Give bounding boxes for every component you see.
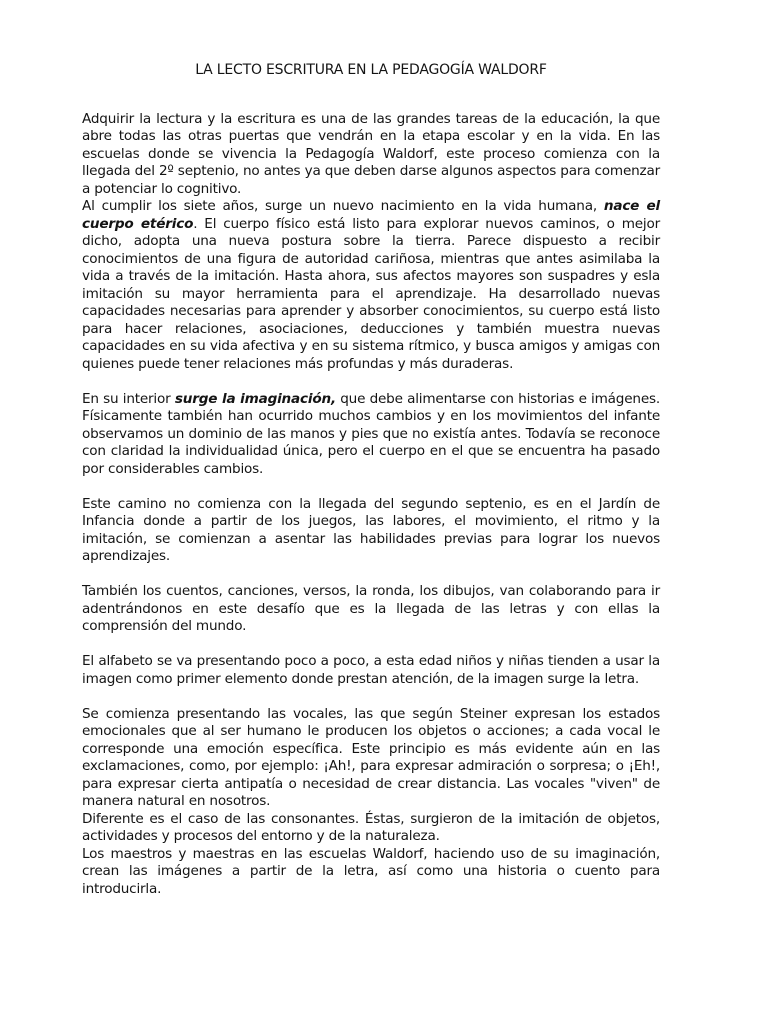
paragraph-text: . El cuerpo físico está listo para explorar nuevos caminos, o mejor dicho, adopta una nueva postura sobre la tierra. Parece dispuesto a recibir conocimientos de una figura de autoridad cariñosa, mientras que antes asimilaba la vida a través de la imitación. Hasta ahora, sus afectos mayores son suspadres y esla imitación su mayor herramienta para el aprendizaje. Ha desarrollado nuevas capacidades necesarias para aprender y absorber conocimientos, su cuerpo está listo para hacer relaciones, asociaciones, deducciones y también muestra nuevas capacidades en su vida afectiva y en su sistema rítmico, y busca amigos y amigas con quienes puede tener relaciones más profundas y más duraderas. — [82, 215, 660, 372]
paragraph-text: que debe alimentarse con historias e imágenes. Físicamente también han ocurrido muchos cambios y en los movimientos del infante observamos un dominio de las manos y pies que no existía antes. Todavía se reconoce con claridad la individualidad única, pero el cuerpo en el que se encuentra ha pasado por considerables cambios. — [82, 390, 660, 477]
paragraph-gap — [82, 373, 660, 391]
paragraph-text: En su interior — [82, 390, 175, 407]
paragraph-gap — [82, 566, 660, 584]
document-title: LA LECTO ESCRITURA EN LA PEDAGOGÍA WALDORF — [195, 62, 547, 78]
document-page — [82, 62, 660, 898]
emphasis-text: nace el cuerpo etérico — [82, 198, 660, 232]
paragraph-alphabet: El alfabeto se va presentando poco a poco, a esta edad niños y niñas tienden a usar la imagen como primer elemento donde prestan atención, de la imagen surge la letra. — [82, 653, 660, 687]
paragraph-stories: También los cuentos, canciones, versos, la ronda, los dibujos, van colaborando para ir adentrándonos en este desafío que es la llegada de las letras y con ellas la comprensión del mundo. — [82, 583, 660, 634]
paragraph-gap — [82, 688, 660, 706]
paragraph-teachers: Los maestros y maestras en las escuelas Waldorf, haciendo uso de su imaginación, crean las imágenes a partir de la letra, así como una historia o cuento para introducirla. — [82, 845, 660, 897]
paragraph-seven-years — [82, 198, 660, 373]
emphasis-text: surge la imaginación, — [174, 390, 336, 407]
paragraph-gap — [82, 478, 660, 496]
paragraph-kindergarten: Este camino no comienza con la llegada del segundo septenio, es en el Jardín de Infancia donde a partir de los juegos, las labores, el movimiento, el ritmo y la imitación, se comienzan a asentar las habilidades previas para lograr los nuevos aprendizajes. — [82, 495, 660, 564]
paragraph-intro: Adquirir la lectura y la escritura es una de las grandes tareas de la educación, la que abre todas las otras puertas que vendrán en la etapa escolar y en la vida. En las escuelas donde se vivencia la Pedagogía Waldorf, este proceso comienza con la llegada del 2º septenio, no antes ya que deben darse algunos aspectos para comenzar a potenciar lo cognitivo. — [82, 110, 660, 197]
paragraph-gap — [82, 636, 660, 654]
paragraph-imagination — [82, 391, 660, 479]
paragraph-consonants: Diferente es el caso de las consonantes. Éstas, surgieron de la imitación de objetos, actividades y procesos del entorno y de la naturaleza. — [82, 810, 660, 844]
paragraph-text: Al cumplir los siete años, surge un nuevo nacimiento en la vida humana, — [82, 198, 604, 214]
paragraph-vowels: Se comienza presentando las vocales, las que según Steiner expresan los estados emocionales que al ser humano le producen los objetos o acciones; a cada vocal le corresponde una emoción específica. Este principio es más evidente aún en las exclamaciones, como, por ejemplo: ¡Ah!, para expresar admiración o sorpresa; o ¡Eh!, para expresar cierta antipatía o necesidad de crear distancia. Las vocales "viven" de manera natural en nosotros. — [82, 705, 660, 809]
